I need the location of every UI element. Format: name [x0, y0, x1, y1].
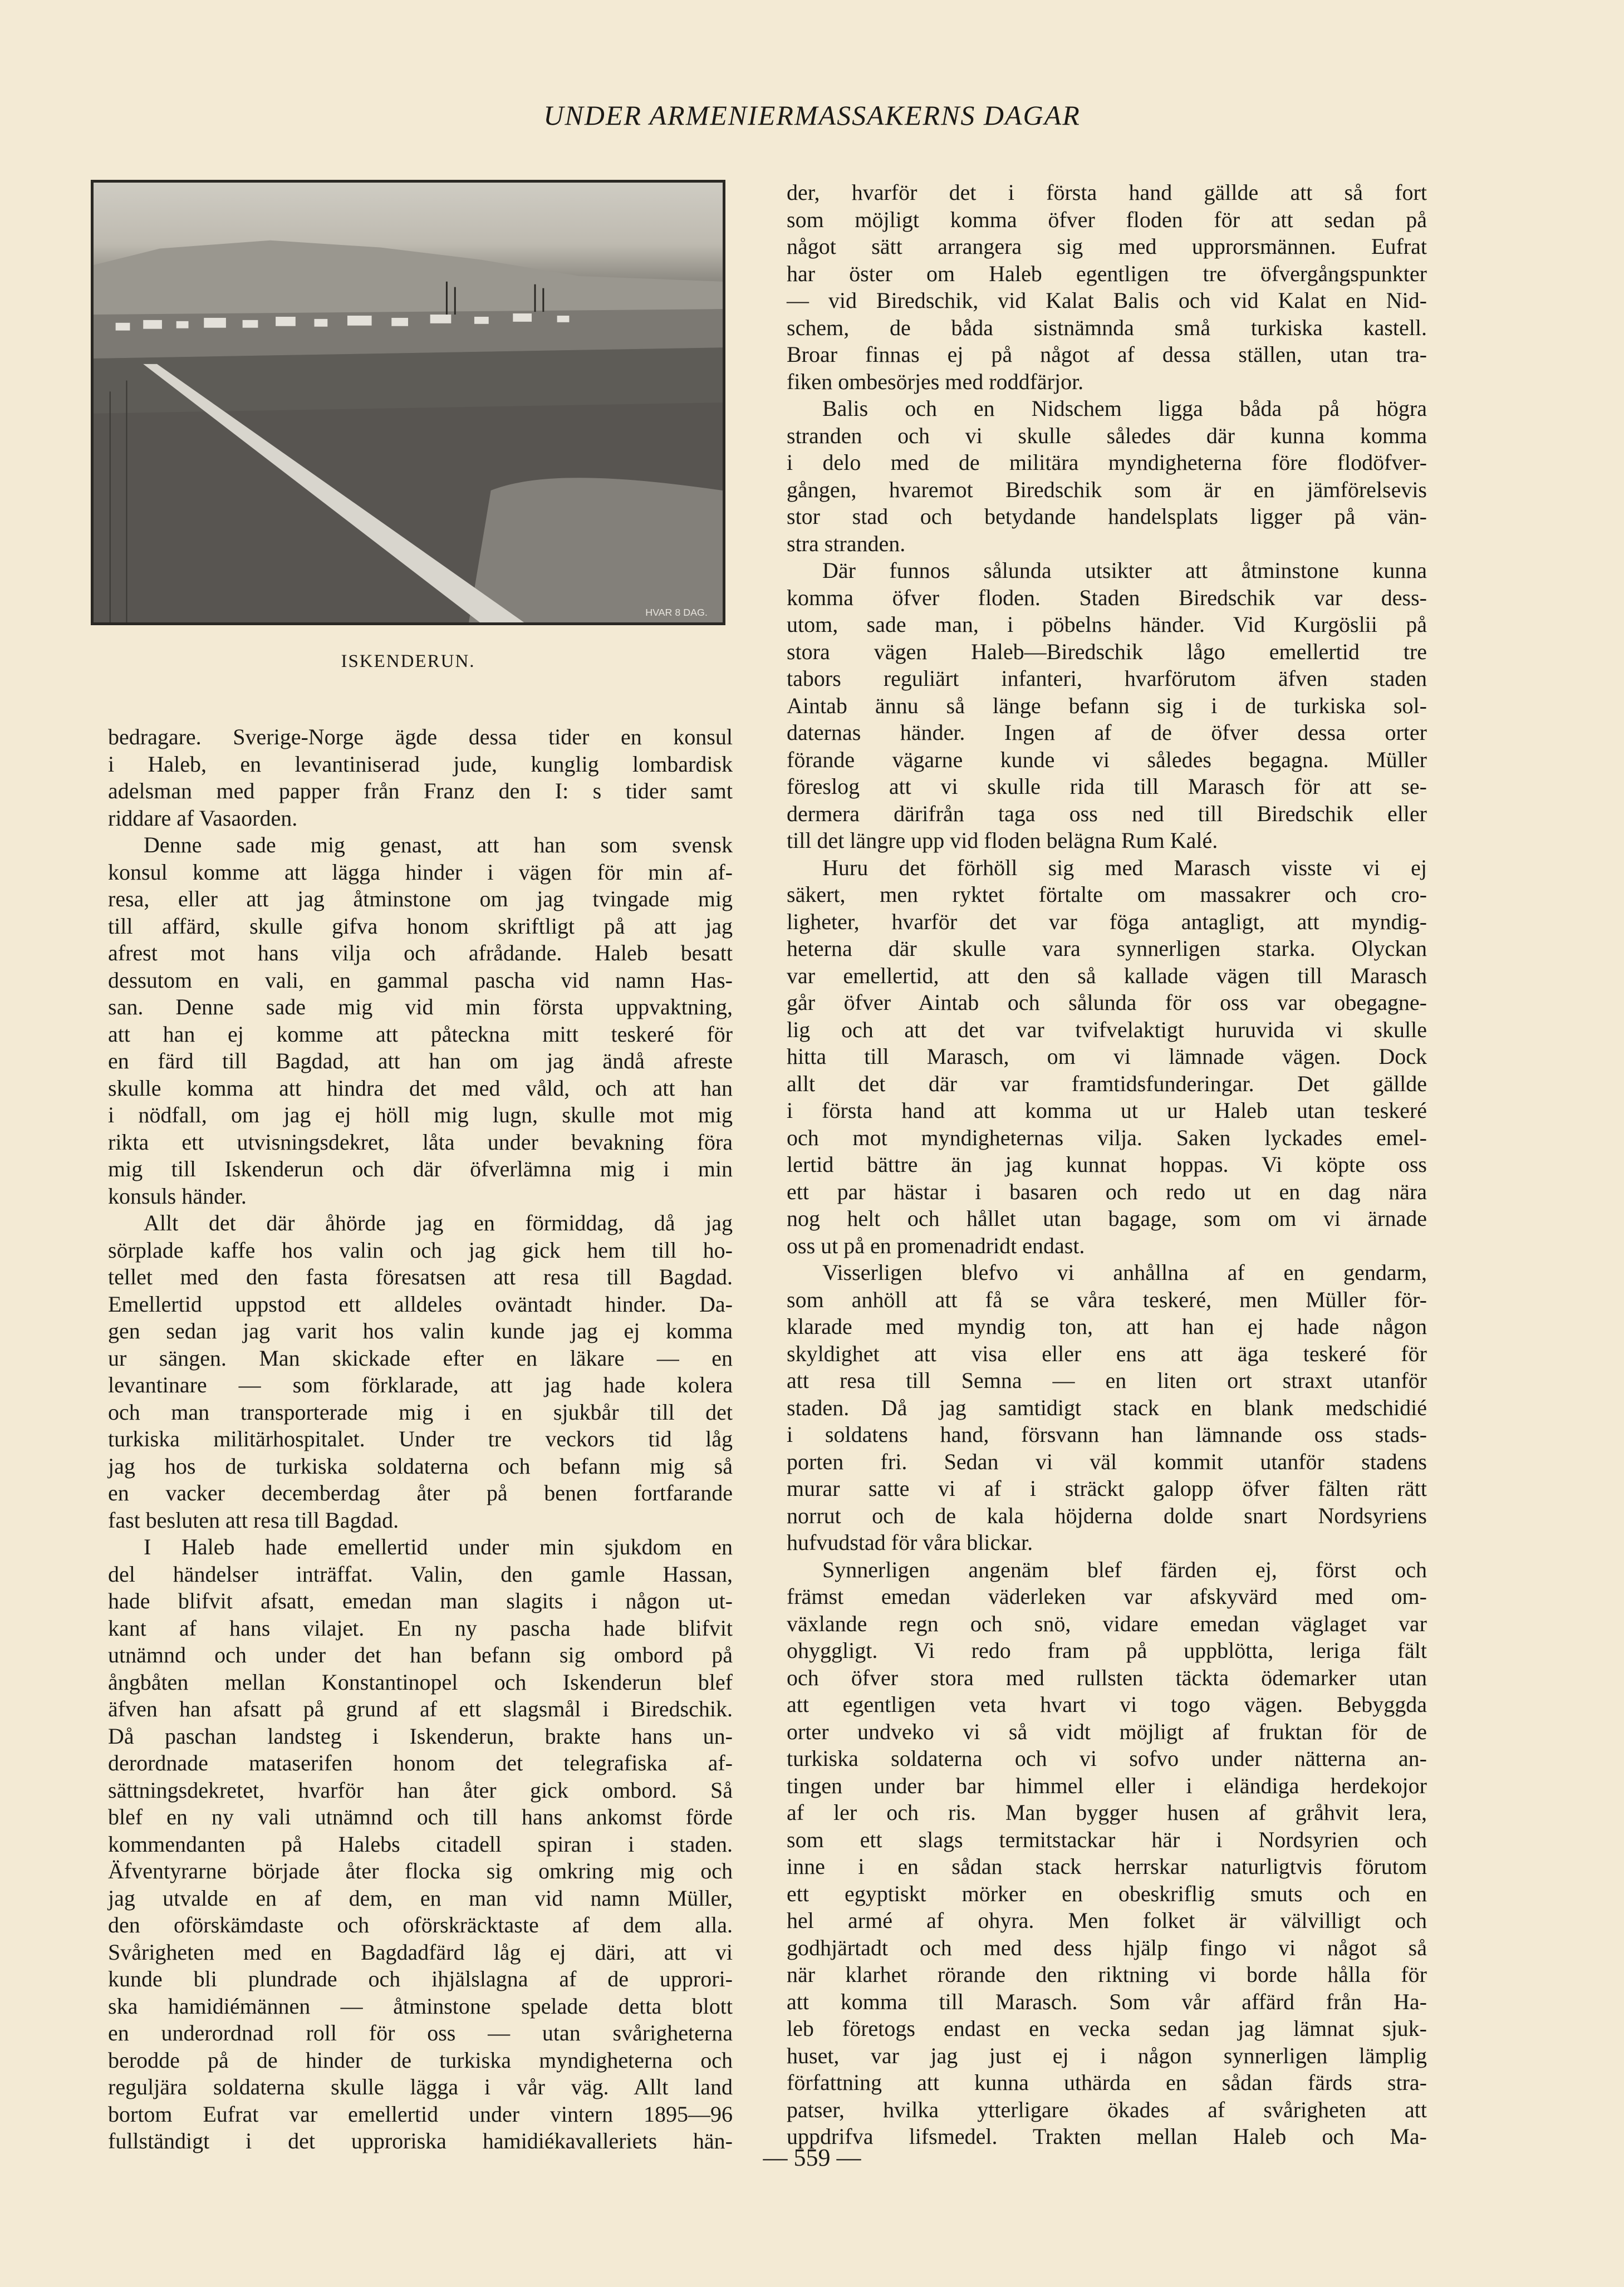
text-line: sörplade kaffe hos valin och jag gick hem till ho- — [108, 1237, 733, 1263]
text-line: staden. Då jag samtidigt stack en blank medschidié — [787, 1395, 1427, 1420]
text-line: af ler och ris. Man bygger husen af gråhvit lera, — [787, 1800, 1427, 1825]
text-line: den oförskämdaste och oförskräcktaste af dem alla. — [108, 1912, 733, 1937]
photo-caption: ISKENDERUN. — [341, 651, 475, 671]
text-line: i Haleb, en levantiniserad jude, kunglig lombardisk — [108, 751, 733, 777]
text-line: som anhöll att få se våra teskeré, men Müller för- — [787, 1287, 1427, 1312]
text-line: ur sängen. Man skickade efter en läkare — en — [108, 1345, 733, 1371]
text-line: var emellertid, att den så kallade vägen till Marasch — [787, 963, 1427, 988]
text-line: dessutom en vali, en gammal pascha vid namn Has- — [108, 967, 733, 993]
text-line: konsuls händer. — [108, 1183, 247, 1209]
text-line: dermera därifrån taga oss ned till Biredschik eller — [787, 801, 1427, 826]
text-line: blef en ny vali utnämnd och till hans ankomst förde — [108, 1804, 733, 1829]
text-line: säkert, men ryktet förtalte om massakrer och cro- — [787, 882, 1427, 907]
text-column-right — [787, 179, 1427, 2151]
text-line: adelsman med papper från Franz den I: s tider samt — [108, 778, 733, 803]
text-line: levantinare — som förklarade, att jag hade kolera — [108, 1372, 733, 1397]
text-line: der, hvarför det i första hand gällde att så fort — [787, 180, 1427, 205]
text-line: ett egyptiskt mörker en obeskriflig smuts och en — [787, 1881, 1427, 1906]
text-line: något sätt arrangera sig med upprorsmännen. Eufrat — [787, 234, 1427, 259]
photo-landscape — [94, 183, 723, 622]
text-line: äfven han afsatt på grund af ett slagsmål i Biredschik. — [108, 1696, 733, 1721]
text-line: att resa till Semna — en liten ort straxt utanför — [787, 1368, 1427, 1393]
text-line: fiken ombesörjes med roddfärjor. — [787, 369, 1084, 394]
text-line: skyldighet att visa eller ens att äga teskeré för — [787, 1341, 1427, 1366]
text-line: går öfver Aintab och sålunda för oss var obegagne- — [787, 990, 1427, 1015]
text-line: skulle komma att hindra det med våld, och att han — [108, 1075, 733, 1101]
text-line: schem, de båda sistnämnda små turkiska kastell. — [787, 315, 1427, 340]
text-line: Där funnos sålunda utsikter att åtminstone kunna — [822, 558, 1427, 583]
text-line: utnämnd och under det han befann sig ombord på — [108, 1642, 733, 1667]
text-line: Denne sade mig genast, att han som svensk — [144, 832, 733, 857]
text-line: patser, hvilka ytterligare ökades af svårigheten att — [787, 2097, 1427, 2122]
text-line: en underordnad roll för oss — utan svårigheterna — [108, 2020, 733, 2045]
text-line: fast besluten att resa till Bagdad. — [108, 1507, 399, 1533]
text-line: turkiska militärhospitalet. Under tre veckors tid låg — [108, 1426, 733, 1451]
text-line: daternas händer. Ingen af de öfver dessa orter — [787, 720, 1427, 745]
text-line: tabors reguliärt infanteri, hvarförutom äfven staden — [787, 666, 1427, 691]
text-line: stranden och vi skulle således där kunna komma — [787, 423, 1427, 448]
text-line: fullständigt i det upproriska hamidiékavalleriets hän- — [108, 2128, 733, 2153]
text-line: san. Denne sade mig vid min första uppvaktning, — [108, 994, 733, 1019]
text-line: i första hand att komma ut ur Haleb utan teskeré — [787, 1098, 1427, 1123]
text-line: norrut och de kala höjderna dolde snart Nordsyriens — [787, 1503, 1427, 1528]
text-line: författning att kunna uthärda en sådan färds stra- — [787, 2070, 1427, 2095]
text-line: inne i en sådan stack herrskar naturligtvis förutom — [787, 1854, 1427, 1879]
text-line: jag hos de turkiska soldaterna och befann mig så — [108, 1453, 733, 1479]
text-line: riddare af Vasaorden. — [108, 805, 298, 831]
text-line: att egentligen veta hvart vi togo vägen. Bebyggda — [787, 1692, 1427, 1717]
text-line: att han ej komme att påteckna mitt teskeré för — [108, 1021, 733, 1047]
text-line: hufvudstad för våra blickar. — [787, 1530, 1033, 1555]
text-line: till affärd, skulle gifva honom skriftligt på att jag — [108, 913, 733, 939]
text-line: nog helt och hållet utan bagage, som om vi ärnade — [787, 1206, 1427, 1231]
text-line: leb företogs endast en vecka sedan jag lämnat sjuk- — [787, 2016, 1427, 2041]
text-line: huset, var jag just ej i någon synnerligen lämplig — [787, 2043, 1427, 2068]
text-line: turkiska soldaterna och vi sofvo under nätterna an- — [787, 1746, 1427, 1771]
text-line: till det längre upp vid floden belägna Rum Kalé. — [787, 828, 1218, 853]
text-line: godhjärtadt och med dess hjälp fingo vi något så — [787, 1935, 1427, 1960]
text-line: I Haleb hade emellertid under min sjukdom en — [144, 1534, 733, 1559]
text-line: afrest mot hans vilja och afrådande. Haleb besatt — [108, 940, 733, 965]
text-line: tellet med den fasta föresatsen att resa till Bagdad. — [108, 1264, 733, 1289]
text-line: bortom Eufrat var emellertid under vintern 1895—96 — [108, 2101, 733, 2127]
text-line: har öster om Haleb egentligen tre öfvergångspunkter — [787, 261, 1427, 286]
text-line: en vacker decemberdag åter på benen fortfarande — [108, 1480, 733, 1505]
text-line: Då paschan landsteg i Iskenderun, brakte hans un- — [108, 1723, 733, 1749]
text-line: komma öfver floden. Staden Biredschik var dess- — [787, 585, 1427, 610]
text-line: förande vägarne kunde vi således begagna. Müller — [787, 747, 1427, 772]
text-line: bedragare. Sverige-Norge ägde dessa tider en konsul — [108, 724, 733, 749]
text-line: jag utvalde en af dem, en man vid namn Müller, — [108, 1885, 733, 1911]
text-line: Visserligen blefvo vi anhållna af en gendarm, — [822, 1260, 1427, 1285]
text-line: hade blifvit afsatt, emedan man slagits i någon ut- — [108, 1588, 733, 1613]
text-line: hitta till Marasch, om vi lämnade vägen. Dock — [787, 1044, 1427, 1069]
text-line: derordnade mataserifen honom det telegrafiska af- — [108, 1750, 733, 1775]
page-number: — 559 — — [763, 2144, 861, 2171]
text-line: hel armé af ohyra. Men folket är välvilligt och — [787, 1908, 1427, 1933]
text-line: i delo med de militära myndigheterna före flodöfver- — [787, 450, 1427, 475]
text-line: Äfventyrarne började åter flocka sig omkring mig och — [108, 1858, 733, 1883]
text-line: och öfver stora med rullsten täckta ödemarker utan — [787, 1665, 1427, 1690]
text-line: i soldatens hand, försvann han lämnande oss stads- — [787, 1422, 1427, 1447]
text-line: Synnerligen angenäm blef färden ej, först och — [822, 1557, 1427, 1582]
text-line: Aintab ännu så länge befann sig i de turkiska sol- — [787, 693, 1427, 718]
text-line: lertid bättre än jag kunnat hoppas. Vi köpte oss — [787, 1152, 1427, 1177]
text-line: heterna där skulle vara synnerligen starka. Olyckan — [787, 936, 1427, 961]
text-line: gen sedan jag varit hos valin kunde jag ej komma — [108, 1318, 733, 1343]
text-line: Allt det där åhörde jag en förmiddag, då jag — [144, 1210, 733, 1235]
text-line: mig till Iskenderun och där öfverlämna mig i min — [108, 1156, 733, 1181]
text-line: ska hamidiémännen — åtminstone spelade detta blott — [108, 1993, 733, 2019]
text-line: del händelser inträffat. Valin, den gamle Hassan, — [108, 1561, 733, 1587]
text-line: som ett slags termitstackar här i Nordsyrien och — [787, 1827, 1427, 1852]
text-line: och mot myndigheternas vilja. Saken lyckades emel- — [787, 1125, 1427, 1150]
text-line: kunde bli plundrade och ihjälslagna af de upprori- — [108, 1966, 733, 1991]
text-line: växlande regn och snö, vidare emedan väglaget var — [787, 1611, 1427, 1636]
text-line: en färd till Bagdad, att han om jag ändå afreste — [108, 1048, 733, 1073]
text-line: och man transporterade mig i en sjukbår till det — [108, 1399, 733, 1425]
text-line: när klarhet rörande den riktning vi borde hålla för — [787, 1962, 1427, 1987]
text-line: som möjligt komma öfver floden för att sedan på — [787, 207, 1427, 232]
text-line: konsul komme att lägga hinder i vägen för min af- — [108, 859, 733, 885]
text-line: ohyggligt. Vi redo fram på uppblötta, leriga fält — [787, 1638, 1427, 1663]
photograph-iskenderun — [91, 180, 725, 625]
text-line: stra stranden. — [787, 531, 906, 556]
text-line: rikta ett utvisningsdekret, låta under bevakning föra — [108, 1129, 733, 1155]
text-line: stor stad och betydande handelsplats ligger på vän- — [787, 504, 1427, 529]
text-line: reguljära soldaterna skulle lägga i vår väg. Allt land — [108, 2074, 733, 2099]
text-line: uppdrifva lifsmedel. Trakten mellan Haleb och Ma- — [787, 2124, 1427, 2149]
text-line: resa, eller att jag åtminstone om jag tvingade mig — [108, 886, 733, 911]
photo-credit: HVAR 8 DAG. — [645, 607, 708, 619]
text-line: ångbåten mellan Konstantinopel och Iskenderun blef — [108, 1669, 733, 1695]
text-line: berodde på de hinder de turkiska myndigheterna och — [108, 2047, 733, 2073]
text-line: oss ut på en promenadridt endast. — [787, 1233, 1085, 1258]
text-line: ligheter, hvarför det var föga antagligt, att myndig- — [787, 909, 1427, 934]
text-line: ett par hästar i basaren och redo ut en dag nära — [787, 1179, 1427, 1204]
text-line: Huru det förhöll sig med Marasch visste vi ej — [822, 855, 1427, 880]
text-line: i nödfall, om jag ej höll mig lugn, skulle mot mig — [108, 1102, 733, 1127]
text-line: murar satte vi af i sträckt galopp öfver fälten rätt — [787, 1476, 1427, 1501]
text-line: Svårigheten med en Bagdadfärd låg ej däri, att vi — [108, 1939, 733, 1965]
text-line: att komma till Marasch. Som vår affärd från Ha- — [787, 1989, 1427, 2014]
text-line: tingen under bar himmel eller i eländiga herdekojor — [787, 1773, 1427, 1798]
text-line: lig och att det var tvifvelaktigt huruvida vi skulle — [787, 1017, 1427, 1042]
text-line: Broar finnas ej på något af dessa ställen, utan tra- — [787, 342, 1427, 367]
text-line: — vid Biredschik, vid Kalat Balis och vid Kalat en Nid- — [787, 288, 1427, 313]
text-line: orter undveko vi så vidt möjligt af fruktan för de — [787, 1719, 1427, 1744]
text-line: kommendanten på Halebs citadell spiran i staden. — [108, 1831, 733, 1857]
text-column-left — [108, 724, 733, 2155]
text-line: utom, sade man, i pöbelns händer. Vid Kurgöslii på — [787, 612, 1427, 637]
text-line: kant af hans vilajet. En ny pascha hade blifvit — [108, 1615, 733, 1641]
text-line: porten fri. Sedan vi väl kommit utanför stadens — [787, 1449, 1427, 1474]
text-line: klarade med myndig ton, att han ej hade någon — [787, 1314, 1427, 1339]
text-line: Balis och en Nidschem ligga båda på högra — [822, 396, 1427, 421]
text-line: föreslog att vi skulle rida till Marasch för att se- — [787, 774, 1427, 799]
text-line: stora vägen Haleb—Biredschik lågo emellertid tre — [787, 639, 1427, 664]
text-line: sättningsdekretet, hvarför han åter gick ombord. Så — [108, 1777, 733, 1803]
running-header: UNDER ARMENIERMASSAKERNS DAGAR — [543, 100, 1081, 131]
text-line: Emellertid uppstod ett alldeles oväntadt hinder. Da- — [108, 1291, 733, 1317]
text-line: främst emedan väderleken var afskyvärd med om- — [787, 1584, 1427, 1609]
text-line: allt det där var framtidsfunderingar. Det gällde — [787, 1071, 1427, 1096]
text-line: gången, hvaremot Biredschik som är en jämförelsevis — [787, 477, 1427, 502]
